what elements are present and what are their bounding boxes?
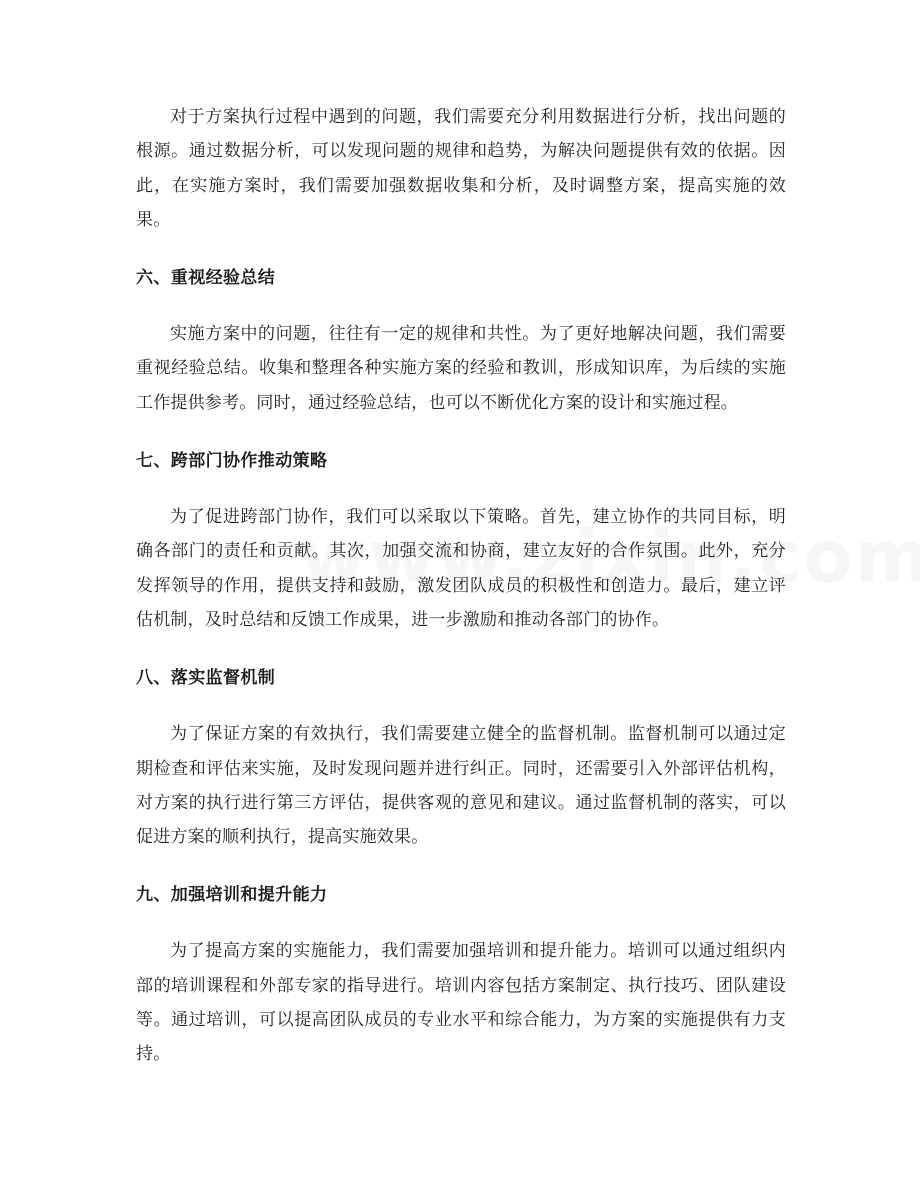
paragraph-data-analysis: 对于方案执行过程中遇到的问题，我们需要充分利用数据进行分析，找出问题的根源。通过数据分析，可以发现问题的规律和趋势，为解决问题提供有效的依据。因此，在实施方案时，我们需要加强数据收集和分析，及时调整方案，提高实施的效果。 [136,107,786,230]
document-body [136,100,786,1072]
heading-supervision: 八、落实监督机制 [136,668,276,689]
heading-experience-summary: 六、重视经验总结 [136,268,276,289]
paragraph-cross-department: 为了促进跨部门协作，我们可以采取以下策略。首先，建立协作的共同目标，明确各部门的责任和贡献。其次，加强交流和协商，建立友好的合作氛围。此外，充分发挥领导的作用，提供支持和鼓励，激发团队成员的积极性和创造力。最后，建立评估机制，及时总结和反馈工作成果，进一步激励和推动各部门的协作。 [136,507,786,630]
heading-training: 九、加强培训和提升能力 [136,885,328,906]
paragraph-supervision: 为了保证方案的有效执行，我们需要建立健全的监督机制。监督机制可以通过定期检查和评估来实施，及时发现问题并进行纠正。同时，还需要引入外部评估机构，对方案的执行进行第三方评估，提供客观的意见和建议。通过监督机制的落实，可以促进方案的顺利执行，提高实施效果。 [136,724,786,848]
heading-cross-department: 七、跨部门协作推动策略 [136,451,328,472]
paragraph-experience-summary: 实施方案中的问题，往往有一定的规律和共性。为了更好地解决问题，我们需要重视经验总结。收集和整理各种实施方案的经验和教训，形成知识库，为后续的实施工作提供参考。同时，通过经验总结，也可以不断优化方案的设计和实施过程。 [136,324,786,413]
paragraph-training: 为了提高方案的实施能力，我们需要加强培训和提升能力。培训可以通过组织内部的培训课程和外部专家的指导进行。培训内容包括方案制定、执行技巧、团队建设等。通过培训，可以提高团队成员的专业水平和综合能力，为方案的实施提供有力支持。 [136,941,786,1065]
